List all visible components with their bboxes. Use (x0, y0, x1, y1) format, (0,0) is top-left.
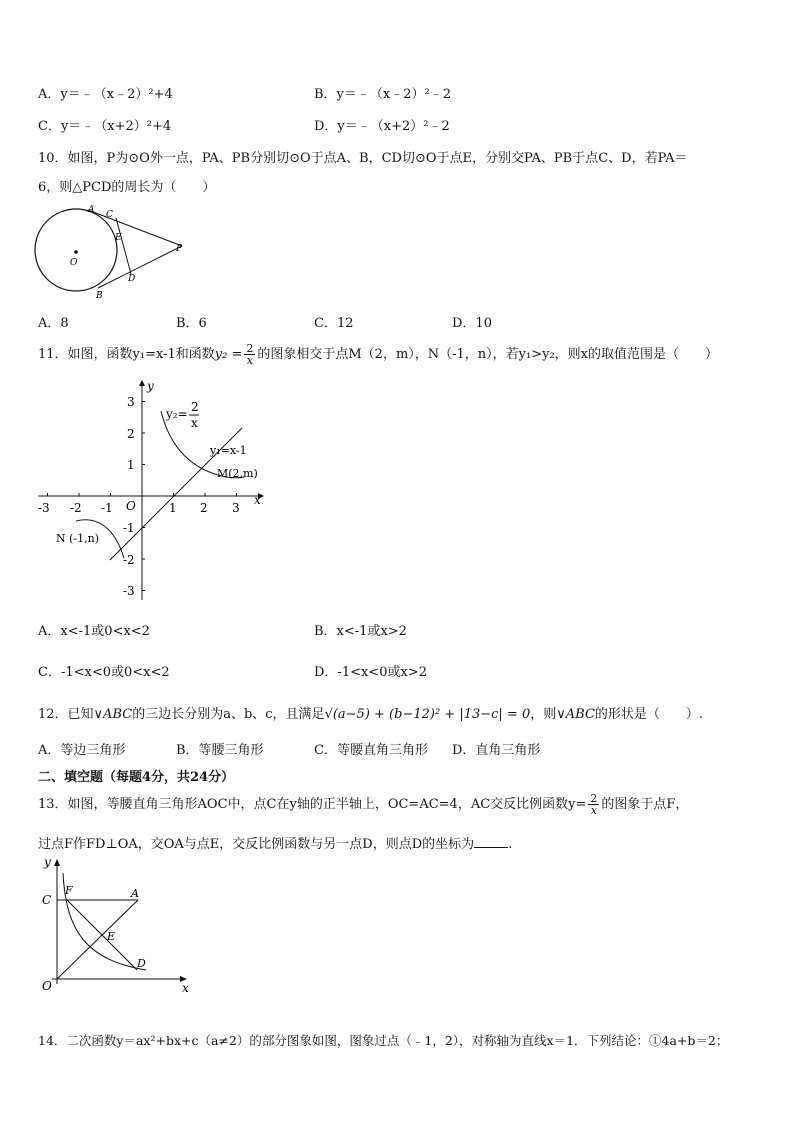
q10-label-p: P (176, 244, 183, 254)
q13-line1-after: 的图象于点F， (601, 797, 689, 812)
q10-label-d: D (128, 274, 136, 284)
q13-figure (34, 856, 194, 998)
q11-x-tick-2: 2 (200, 501, 208, 515)
q10-option-d[interactable]: D．10 (452, 316, 492, 331)
q12-text-after: ，则 (530, 707, 557, 722)
q11-text-before: 11．如图，函数y₁=x-1和函数 (38, 347, 215, 362)
q13-line2-after: . (508, 837, 513, 852)
q12-option-a[interactable]: A．等边三角形 (38, 743, 126, 758)
q10-option-c[interactable]: C．12 (314, 316, 354, 331)
q13-answer-blank[interactable] (474, 835, 508, 848)
q12-triangle-2: ∨ABC (556, 707, 595, 722)
q14-text: 14．二次函数y＝ax²+bx+c（a≠2）的部分图象如图，图象过点（﹣1，2），对称轴为直线x＝1．下列结论：①4a+b＝2； (38, 1033, 729, 1048)
q12-triangle-1: ∨ABC (93, 707, 133, 722)
q11-y-tick-2: 2 (127, 427, 135, 441)
q11-y-tick-neg1: -1 (123, 521, 135, 535)
q9-option-d[interactable]: D．y＝﹣（x+2）²﹣2 (314, 119, 450, 134)
q13-label-a: A (131, 887, 139, 900)
q13-label-d: D (137, 957, 146, 970)
q12-text (38, 703, 703, 722)
q13-label-c: C (42, 893, 52, 907)
q13-fraction (588, 793, 599, 816)
q11-y-tick-neg2: -2 (123, 553, 135, 567)
q11-y2-label: y₂= (166, 407, 188, 421)
q11-fraction (244, 343, 255, 366)
q13-line1-before: 13．如图，等腰直角三角形AOC中，点C在y轴的正半轴上，OC=AC=4，AC交反比例函数y= (38, 797, 587, 812)
q13-label-f: F (65, 884, 73, 897)
q11-y2-num: 2 (191, 400, 199, 414)
q10-label-c: C (106, 210, 113, 220)
q11-point-n-label: N (-1,n) (56, 532, 100, 545)
q9-option-a[interactable]: A．y＝﹣（x﹣2）²+4 (38, 87, 173, 102)
q12-formula: √(a−5) + (b−12)² + |13−c| = 0 (324, 707, 531, 722)
q12-option-d[interactable]: D．直角三角形 (452, 743, 541, 758)
q11-point-m-label: M(2,m) (217, 467, 258, 480)
q12-text-mid: 的三边长分别为a、b、c，且满足 (132, 707, 325, 722)
q13-frac-num: 2 (590, 792, 598, 805)
q10-option-a[interactable]: A．8 (38, 316, 69, 331)
q9-option-b[interactable]: B．y＝﹣（x﹣2）²﹣2 (314, 87, 451, 102)
q13-text-line1 (38, 790, 688, 820)
q11-text (38, 340, 718, 370)
q12-option-c[interactable]: C．等腰直角三角形 (314, 743, 428, 758)
q11-y-tick-3: 3 (127, 395, 135, 409)
q12-text-end: 的形状是（ ）. (594, 707, 704, 722)
q13-text-line2 (38, 833, 512, 852)
q11-frac-den: x (246, 354, 253, 367)
q11-origin-label: O (126, 499, 136, 513)
q10-label-a: A (88, 205, 95, 215)
q10-option-b[interactable]: B．6 (176, 316, 207, 331)
q13-line2-before: 过点F作FD⊥OA，交OA与点E，交反比例函数与另一点D，则点D的坐标为 (38, 837, 475, 852)
q12-option-b[interactable]: B．等腰三角形 (176, 743, 264, 758)
q13-frac-den: x (590, 804, 598, 817)
q10-label-o: O (70, 258, 78, 268)
q10-label-e: E (115, 233, 122, 243)
q11-axis-x-label: x (254, 493, 261, 507)
q11-x-tick-neg1: -1 (101, 501, 113, 515)
q11-axis-y-label: y (147, 379, 154, 393)
q10-label-b: B (96, 291, 103, 301)
q10-text-line1: 10．如图，P为⊙O外一点，PA、PB分别切⊙O于点A、B，CD切⊙O于点E，分别交PA、PB于点C、D，若PA＝ (38, 151, 688, 166)
q11-y1-label: y₁=x-1 (210, 444, 247, 457)
q11-x-tick-1: 1 (169, 501, 177, 515)
q11-y2-den: x (191, 416, 198, 430)
q13-axis-y-label: y (44, 856, 51, 869)
q11-frac-num: 2 (246, 342, 254, 355)
q12-text-before: 12．已知 (38, 707, 94, 722)
q10-text-line2: 6，则△PCD的周长为（ ） (38, 180, 216, 195)
q11-graph (30, 378, 270, 606)
q11-x-tick-neg2: -2 (70, 501, 82, 515)
q13-axis-x-label: x (182, 981, 189, 995)
q13-label-e: E (107, 930, 116, 943)
q11-option-b[interactable]: B．x<-1或x>2 (314, 624, 407, 639)
q11-y-tick-neg3: -3 (123, 584, 135, 598)
q10-figure (30, 198, 200, 306)
q11-option-a[interactable]: A．x<-1或0<x<2 (38, 624, 150, 639)
q11-option-d[interactable]: D．-1<x<0或x>2 (314, 665, 427, 680)
q11-text-after: 的图象相交于点M（2，m），N（-1，n），若y₁>y₂，则x的取值范围是（ ） (257, 347, 719, 362)
q9-option-c[interactable]: C．y＝﹣（x+2）²+4 (38, 119, 172, 134)
section-title: 二、填空题（每题4分，共24分） (38, 770, 235, 785)
q11-option-c[interactable]: C．-1<x<0或0<x<2 (38, 665, 170, 680)
q11-frac-lhs: y₂ = (214, 347, 243, 362)
q11-x-tick-neg3: -3 (38, 501, 50, 515)
q13-label-o: O (42, 979, 52, 993)
q11-y-tick-1: 1 (127, 458, 135, 472)
q11-x-tick-3: 3 (232, 501, 240, 515)
